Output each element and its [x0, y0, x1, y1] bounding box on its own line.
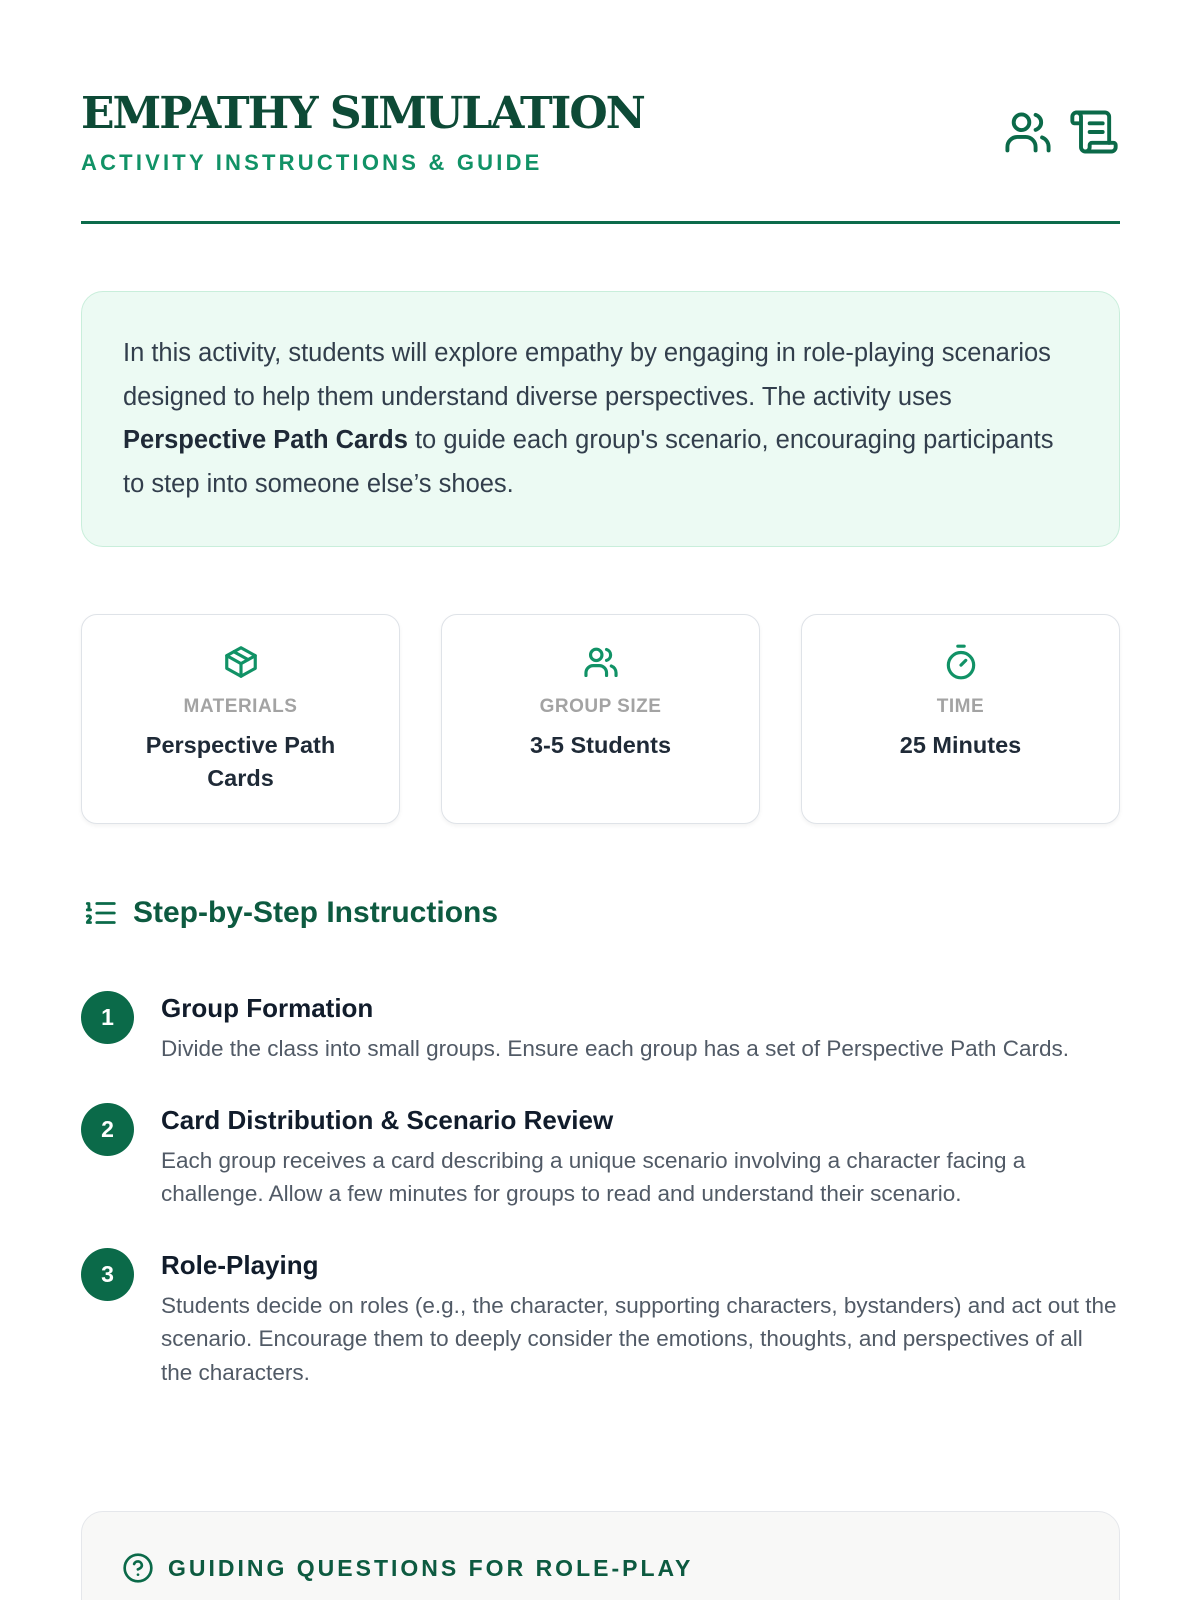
step-title: Card Distribution & Scenario Review — [161, 1104, 614, 1135]
step-title: Group Formation — [161, 993, 374, 1023]
stat-value: Perspective Path Cards — [145, 732, 336, 791]
step-description: Divide the class into small groups. Ensure each group has a set of Perspective Path Cards. — [161, 1036, 1069, 1061]
stat-card-materials — [81, 614, 400, 824]
intro-panel — [81, 291, 1120, 547]
stat-value: 25 Minutes — [899, 732, 1022, 758]
step-number-badge: 1 — [81, 991, 134, 1044]
step-number-badge: 3 — [81, 1248, 134, 1301]
step-number-badge: 2 — [81, 1103, 134, 1156]
timer-icon — [942, 643, 980, 681]
step-item — [81, 1102, 1120, 1211]
stat-label: GROUP SIZE — [539, 696, 662, 717]
intro-text: In this activity, students will explore empathy by engaging in role-playing scenarios designed to help them understand diverse perspectives. The activity uses Perspective Path Cards to guide each group's scenario, encouraging participants to step into someone else’s shoes. — [123, 339, 1054, 498]
page-header — [81, 80, 1120, 224]
stat-label: MATERIALS — [183, 696, 298, 717]
scroll-icon — [1068, 106, 1120, 158]
step-item — [81, 1247, 1120, 1390]
header-icons — [1002, 106, 1120, 158]
users-icon — [582, 643, 620, 681]
guiding-questions-panel — [81, 1511, 1120, 1600]
step-item — [81, 990, 1120, 1066]
numbered-list-icon — [81, 894, 119, 932]
question-circle-icon — [122, 1552, 154, 1584]
instruction-steps — [81, 990, 1120, 1425]
materials-highlight: Perspective Path Cards — [123, 426, 408, 454]
step-description: Students decide on roles (e.g., the character, supporting characters, bystanders) and act out the scenario. Encourage them to deeply consider the emotions, thoughts, and perspectives of all the characters. — [161, 1292, 1117, 1385]
page-title: EMPATHY SIMULATION — [81, 88, 644, 139]
users-icon — [1002, 106, 1054, 158]
stat-card-time — [801, 614, 1120, 824]
section-title: Step-by-Step Instructions — [133, 896, 499, 929]
stat-label: TIME — [936, 696, 985, 717]
box-icon — [222, 643, 260, 681]
stat-value: 3-5 Students — [529, 732, 672, 758]
step-description: Each group receives a card describing a unique scenario involving a character facing a challenge. Allow a few minutes for groups to read and understand their scenario. — [161, 1147, 1026, 1206]
step-title: Role-Playing — [161, 1249, 319, 1280]
page-subtitle: ACTIVITY INSTRUCTIONS & GUIDE — [81, 150, 543, 175]
guiding-questions-title: GUIDING QUESTIONS FOR ROLE-PLAY — [168, 1555, 694, 1581]
instructions-heading — [81, 894, 498, 932]
activity-stats — [81, 614, 1120, 824]
stat-card-group-size — [441, 614, 760, 824]
guiding-questions-heading — [122, 1552, 1119, 1584]
